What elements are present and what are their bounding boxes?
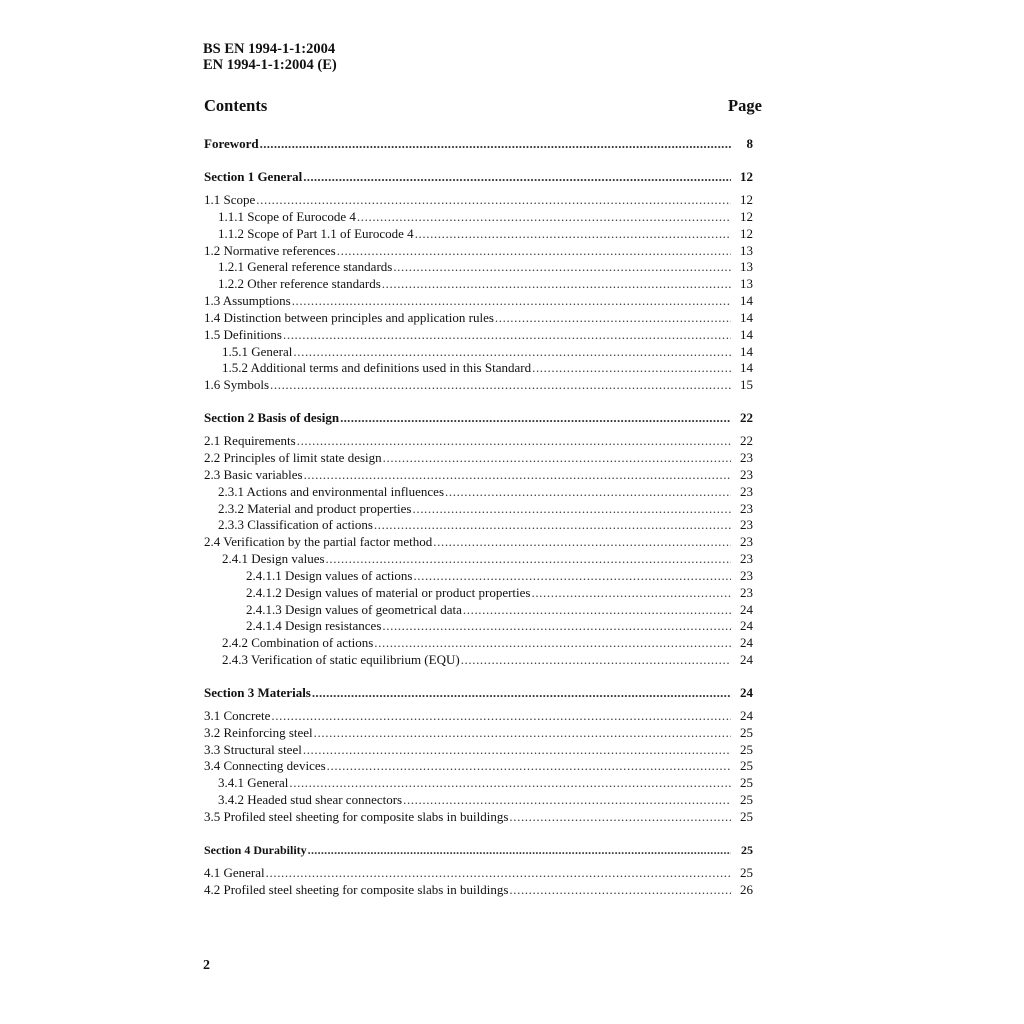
toc-entry-title: 4.2 Profiled steel sheeting for composite slabs in buildings	[204, 881, 509, 897]
toc-entry[interactable]	[204, 635, 753, 652]
toc-entry[interactable]	[204, 568, 753, 585]
toc-entry-page: 15	[740, 377, 753, 393]
standard-number-en: EN 1994-1-1:2004 (E)	[203, 57, 337, 73]
toc-entry-page: 14	[740, 360, 753, 376]
toc-entry-title: 1.5.2 Additional terms and definitions used in this Standard	[222, 360, 532, 376]
dot-leader	[270, 377, 731, 394]
toc-entry-page: 23	[740, 466, 753, 482]
toc-entry-page: 24	[740, 635, 753, 651]
dot-leader	[382, 276, 731, 293]
toc-entry-title: 2.1 Requirements	[204, 433, 296, 449]
toc-entry-page: 25	[740, 809, 753, 824]
table-of-contents	[204, 135, 753, 899]
document-header	[203, 41, 337, 73]
dot-leader	[531, 585, 731, 602]
toc-entry-title: 1.2 Normative references	[204, 242, 336, 258]
toc-entry[interactable]	[204, 226, 753, 243]
toc-entry-title: 4.1 General	[204, 864, 265, 880]
toc-entry-title: Section 4 Durability	[204, 842, 307, 857]
toc-entry-page: 14	[740, 293, 753, 309]
toc-entry-title: Section 3 Materials	[204, 684, 311, 700]
toc-entry-page: 25	[740, 741, 753, 757]
dot-leader	[340, 409, 731, 427]
dot-leader	[326, 551, 731, 568]
toc-entry-page: 12	[740, 169, 753, 184]
toc-entry-page: 24	[740, 652, 753, 668]
dot-leader	[403, 792, 731, 809]
toc-entry-page: 24	[740, 601, 753, 617]
toc-entry-title: 1.2.2 Other reference standards	[218, 276, 381, 292]
toc-entry-title: 1.3 Assumptions	[204, 293, 291, 309]
dot-leader	[413, 501, 732, 518]
dot-leader	[289, 775, 731, 792]
toc-entry-page: 23	[740, 483, 753, 499]
toc-entry[interactable]	[204, 243, 753, 260]
standard-number: BS EN 1994-1-1:2004	[203, 41, 336, 57]
toc-entry-page: 23	[740, 449, 753, 465]
dot-leader	[413, 568, 731, 585]
dot-leader	[532, 360, 731, 377]
toc-entry-title: 3.4 Connecting devices	[204, 758, 326, 774]
toc-entry-page: 26	[740, 881, 753, 897]
dot-leader	[266, 865, 731, 882]
toc-entry-page: 14	[740, 326, 753, 342]
toc-entry-page: 25	[740, 775, 753, 791]
toc-entry-page: 24	[740, 618, 753, 634]
dot-leader	[293, 344, 731, 361]
contents-title: Contents	[204, 96, 268, 115]
toc-entry[interactable]	[204, 725, 753, 742]
dot-leader	[509, 809, 731, 826]
toc-entry[interactable]	[204, 809, 753, 826]
toc-entry[interactable]	[204, 517, 753, 534]
toc-entry-title: 2.4.1 Design values	[222, 551, 325, 567]
toc-entry-title: 2.2 Principles of limit state design	[204, 449, 382, 465]
toc-entry-page: 13	[740, 276, 753, 292]
dot-leader	[374, 517, 731, 534]
toc-entry[interactable]	[204, 501, 753, 518]
dot-leader	[445, 484, 731, 501]
toc-entry-page: 22	[740, 433, 753, 449]
toc-entry-page: 13	[740, 242, 753, 258]
dot-leader	[509, 882, 731, 899]
dot-leader	[303, 168, 731, 186]
toc-entry-title: 3.4.1 General	[218, 775, 289, 791]
toc-entry-page: 23	[740, 551, 753, 567]
toc-entry-title: 2.3.1 Actions and environmental influences	[218, 483, 445, 499]
toc-entry-title: 3.2 Reinforcing steel	[204, 724, 313, 740]
toc-entry-page: 25	[740, 864, 753, 880]
toc-entry[interactable]	[204, 259, 753, 276]
toc-entry-title: 3.1 Concrete	[204, 707, 271, 723]
dot-leader	[283, 327, 731, 344]
toc-entry[interactable]	[204, 652, 753, 669]
dot-leader	[374, 635, 731, 652]
toc-entry[interactable]	[204, 708, 753, 725]
toc-section-heading[interactable]	[204, 684, 753, 702]
toc-entry-page: 23	[740, 584, 753, 600]
toc-entry-page: 24	[740, 684, 753, 700]
toc-entry-page: 23	[740, 517, 753, 533]
dot-leader	[327, 758, 731, 775]
toc-entry-title: 1.2.1 General reference standards	[218, 259, 393, 275]
toc-entry-page: 25	[740, 792, 753, 808]
toc-entry[interactable]	[204, 758, 753, 775]
toc-entry-title: 1.6 Symbols	[204, 377, 270, 393]
dot-leader	[312, 684, 731, 702]
toc-entry[interactable]	[204, 551, 753, 568]
dot-leader	[433, 534, 731, 551]
toc-entry[interactable]	[204, 792, 753, 809]
toc-entry-page: 12	[740, 225, 753, 241]
toc-entry[interactable]	[204, 192, 753, 209]
toc-entry[interactable]	[204, 450, 753, 467]
dot-leader	[314, 725, 731, 742]
toc-entry-page: 22	[740, 410, 753, 426]
toc-entry-title: 2.4.1.2 Design values of material or product properties	[246, 584, 531, 600]
toc-entry[interactable]	[204, 865, 753, 882]
toc-entry-title: 3.5 Profiled steel sheeting for composite slabs in buildings	[204, 809, 509, 824]
dot-leader	[292, 293, 731, 310]
toc-entry[interactable]	[204, 742, 753, 759]
toc-entry-page: 12	[740, 192, 753, 207]
dot-leader	[393, 259, 731, 276]
toc-entry-page: 25	[740, 758, 753, 774]
toc-entry-title: 2.4.2 Combination of actions	[222, 635, 374, 651]
dot-leader	[303, 742, 731, 759]
toc-entry[interactable]	[204, 310, 753, 327]
toc-entry[interactable]	[204, 209, 753, 226]
toc-entry-title: Section 1 General	[204, 169, 303, 184]
toc-entry-title: 1.5.1 General	[222, 343, 293, 359]
toc-entry[interactable]	[204, 618, 753, 635]
toc-entry[interactable]	[204, 585, 753, 602]
dot-leader	[383, 450, 731, 467]
toc-section-heading[interactable]	[204, 841, 753, 859]
page-column-label: Page	[728, 96, 762, 115]
toc-entry-page: 23	[740, 567, 753, 583]
toc-entry-page: 14	[740, 343, 753, 359]
toc-entry[interactable]	[204, 484, 753, 501]
toc-entry-page: 23	[740, 500, 753, 516]
dot-leader	[260, 135, 731, 153]
toc-entry[interactable]	[204, 534, 753, 551]
toc-entry[interactable]	[204, 377, 753, 394]
toc-entry[interactable]	[204, 433, 753, 450]
toc-entry-title: 2.4.1.4 Design resistances	[246, 618, 382, 634]
toc-entry-title: 1.1 Scope	[204, 192, 256, 207]
toc-entry[interactable]	[204, 467, 753, 484]
toc-entry[interactable]	[204, 327, 753, 344]
toc-entry[interactable]	[204, 344, 753, 361]
dot-leader	[304, 467, 731, 484]
toc-entry-title: 2.3.2 Material and product properties	[218, 500, 412, 516]
dot-leader	[337, 243, 731, 260]
dot-leader	[271, 708, 731, 725]
dot-leader	[463, 602, 731, 619]
toc-entry-title: 3.3 Structural steel	[204, 741, 302, 757]
toc-entry-title: 2.4.1.1 Design values of actions	[246, 567, 413, 583]
toc-entry[interactable]	[204, 293, 753, 310]
toc-entry-title: 1.4 Distinction between principles and application rules	[204, 309, 494, 325]
toc-entry-title: Foreword	[204, 136, 259, 151]
toc-entry[interactable]	[204, 775, 753, 792]
toc-entry[interactable]	[204, 276, 753, 293]
dot-leader	[308, 841, 731, 859]
dot-leader	[415, 226, 731, 243]
toc-entry-page: 8	[746, 136, 753, 151]
toc-entry-title: 2.4.3 Verification of static equilibrium (EQU)	[222, 652, 460, 668]
dot-leader	[297, 433, 731, 450]
page-number: 2	[203, 958, 210, 973]
dot-leader	[495, 310, 731, 327]
toc-section-heading[interactable]	[204, 135, 753, 153]
toc-entry-title: 2.3.3 Classification of actions	[218, 517, 373, 533]
toc-entry-title: 2.4 Verification by the partial factor method	[204, 534, 433, 550]
toc-entry-page: 24	[740, 707, 753, 723]
toc-entry-page: 23	[740, 534, 753, 550]
toc-entry-page: 25	[740, 724, 753, 740]
dot-leader	[461, 652, 731, 669]
toc-entry-page: 13	[740, 259, 753, 275]
dot-leader	[256, 192, 731, 209]
toc-section-heading[interactable]	[204, 168, 753, 186]
toc-entry-title: 3.4.2 Headed stud shear connectors	[218, 792, 403, 808]
dot-leader	[382, 618, 731, 635]
toc-entry-title: 1.5 Definitions	[204, 326, 282, 342]
toc-entry-title: 1.1.1 Scope of Eurocode 4	[218, 208, 356, 224]
toc-entry-title: 1.1.2 Scope of Part 1.1 of Eurocode 4	[218, 225, 414, 241]
toc-entry-title: Section 2 Basis of design	[204, 410, 340, 426]
toc-entry-page: 25	[741, 842, 753, 857]
toc-entry-title: 2.4.1.3 Design values of geometrical data	[246, 601, 462, 617]
dot-leader	[357, 209, 731, 226]
toc-entry-title: 2.3 Basic variables	[204, 466, 303, 482]
toc-entry-page: 12	[740, 208, 753, 224]
toc-entry[interactable]	[204, 360, 753, 377]
toc-section-heading[interactable]	[204, 409, 753, 427]
toc-entry-page: 14	[740, 309, 753, 325]
toc-entry[interactable]	[204, 882, 753, 899]
toc-entry[interactable]	[204, 602, 753, 619]
